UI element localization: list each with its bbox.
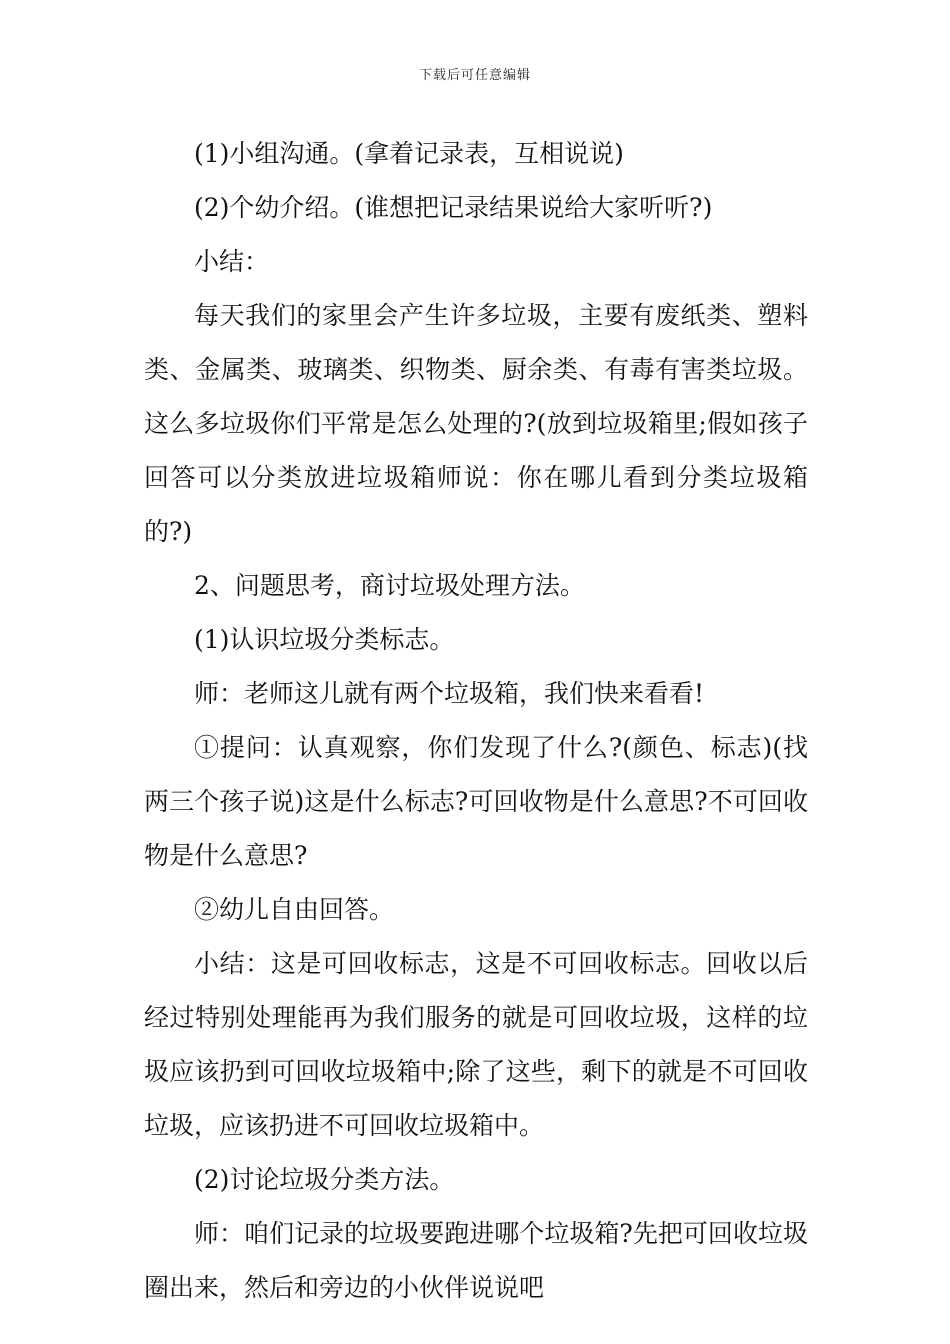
page-header: 下载后可任意编辑 — [418, 68, 531, 83]
paragraph-summary-label: 小结： — [194, 247, 270, 276]
paragraph-section-2: 2、问题思考，商讨垃圾处理方法。 — [194, 571, 585, 600]
paragraph-individual-intro: (2)个幼介绍。(谁想把记录结果说给大家听听?) — [194, 193, 713, 222]
paragraph-free-answer: ②幼儿自由回答。 — [194, 895, 395, 924]
paragraph-household-garbage: 每天我们的家里会产生许多垃圾，主要有废纸类、塑料类、金属类、玻璃类、织物类、厨余类、有毒有害类垃圾。这么多垃圾你们平常是怎么处理的?(放到垃圾箱里;假如孩子回答可以分类放进垃圾箱师说：你在哪儿看到分类垃圾箱的?) — [144, 301, 808, 546]
paragraph-teacher-which-bin: 师：咱们记录的垃圾要跑进哪个垃圾箱?先把可回收垃圾圈出来，然后和旁边的小伙伴说说吧 — [144, 1219, 808, 1302]
paragraph-group-discussion: (1)小组沟通。(拿着记录表，互相说说) — [194, 139, 624, 168]
paragraph-question-observe: ①提问：认真观察，你们发现了什么?(颜色、标志)(找两三个孩子说)这是什么标志?可回收物是什么意思?不可回收物是什么意思? — [144, 733, 808, 870]
paragraph-discuss-method: (2)讨论垃圾分类方法。 — [194, 1165, 455, 1194]
document-body — [144, 127, 808, 1315]
paragraph-teacher-two-bins: 师：老师这儿就有两个垃圾箱，我们快来看看! — [194, 679, 705, 708]
paragraph-summary-recyclable: 小结：这是可回收标志，这是不可回收标志。回收以后经过特别处理能再为我们服务的就是可回收垃圾，这样的垃圾应该扔到可回收垃圾箱中;除了这些，剩下的就是不可回收垃圾，应该扔进不可回收垃圾箱中。 — [144, 949, 808, 1140]
paragraph-recognize-signs: (1)认识垃圾分类标志。 — [194, 625, 455, 654]
